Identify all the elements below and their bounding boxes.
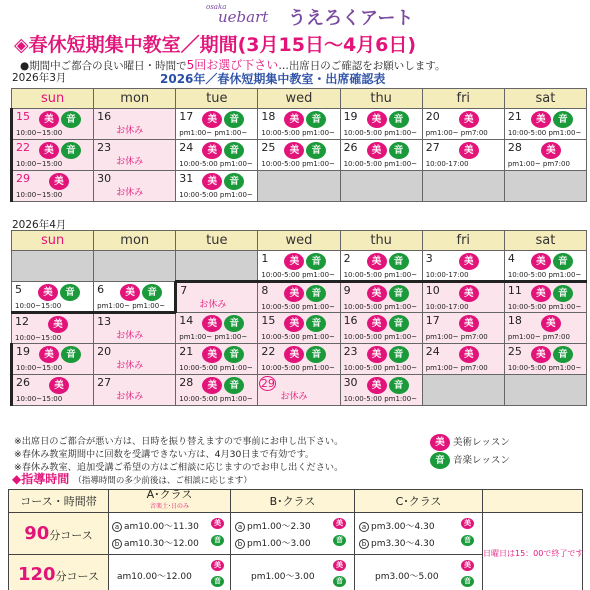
- music-icon: 音: [333, 535, 346, 546]
- time-label: 10:00-5:00 pm1:00~: [343, 364, 418, 372]
- time-label: pm1:00~ pm1:00~: [179, 129, 248, 137]
- time-label: 10:00~15:00: [16, 160, 63, 168]
- course-90: 90分コース: [9, 513, 109, 555]
- closed-label: お休み: [116, 156, 144, 167]
- time-label: 10:00-17:00: [425, 303, 469, 311]
- schedule-table: [8, 489, 583, 590]
- art-icon: 美: [531, 285, 551, 302]
- logo-title: うえろくアート: [288, 8, 414, 29]
- time-label: 10:00-5:00 pm1:00~: [261, 333, 335, 341]
- march-label: 2026年3月: [12, 72, 67, 84]
- time-label: 10:00-5:00 pm1:00~: [261, 129, 335, 137]
- music-icon: 音: [224, 111, 244, 128]
- art-icon: 美: [541, 142, 561, 159]
- art-icon: 美: [284, 285, 304, 302]
- art-icon: 美: [120, 284, 140, 301]
- closed-label: お休み: [116, 330, 144, 341]
- day-cell[interactable]: [340, 140, 422, 171]
- music-icon: 音: [306, 253, 326, 270]
- legend-music-label: 音楽レッスン: [453, 455, 510, 466]
- day-cell[interactable]: [340, 375, 422, 406]
- day-cell[interactable]: [258, 344, 340, 375]
- time-label: 10:00-5:00 pm1:00~: [343, 303, 418, 311]
- slot-a-90: a am10.00〜11.30 b am10.30〜12.00 美 音: [109, 513, 231, 555]
- art-icon: 美: [367, 346, 387, 363]
- day-cell[interactable]: [12, 344, 94, 375]
- art-icon: 美: [39, 346, 59, 363]
- time-label: 10:00~15:00: [16, 191, 63, 199]
- day-number: 29: [16, 172, 30, 185]
- art-icon: 美: [367, 253, 387, 270]
- time-label: pm1:00~ pm7:00: [507, 333, 570, 341]
- day-cell[interactable]: [258, 251, 340, 282]
- day-number: 7: [180, 284, 188, 297]
- day-cell[interactable]: [12, 313, 94, 344]
- art-icon: 美: [461, 560, 474, 571]
- slot-c-120: pm3.00〜5.00 美 音: [355, 555, 483, 590]
- day-cell[interactable]: [422, 313, 504, 344]
- day-number: 24: [179, 141, 194, 154]
- day-number: 5: [15, 283, 22, 296]
- music-icon: 音: [306, 142, 326, 159]
- day-number: 16: [97, 110, 112, 123]
- time-label: 10:00-5:00 pm1:00~: [343, 129, 418, 137]
- art-icon: 美: [211, 560, 224, 571]
- day-cell[interactable]: [504, 140, 586, 171]
- day-cell[interactable]: [504, 109, 586, 140]
- day-header-sat: sat: [504, 89, 586, 109]
- art-icon: 美: [333, 560, 346, 571]
- header-note: [483, 490, 583, 513]
- art-icon: 美: [541, 315, 561, 332]
- course-120: 120分コース: [9, 555, 109, 590]
- sunday-note: 日曜日は15：00で終了です: [483, 513, 583, 590]
- day-cell[interactable]: [422, 109, 504, 140]
- day-number: 31: [179, 172, 194, 185]
- art-icon: 美: [367, 285, 387, 302]
- day-number: 12: [15, 315, 29, 328]
- day-cell[interactable]: [94, 251, 176, 282]
- day-number: 15: [261, 314, 276, 327]
- day-number: 17: [425, 314, 440, 327]
- time-label: 10:00-5:00 pm1:00~: [343, 333, 418, 341]
- day-cell[interactable]: [258, 282, 340, 313]
- day-header-thu: thu: [340, 89, 422, 109]
- art-icon: 美: [284, 142, 304, 159]
- day-cell[interactable]: [12, 109, 94, 140]
- day-cell[interactable]: [504, 251, 586, 282]
- day-cell[interactable]: [422, 344, 504, 375]
- time-label: 10:00-5:00 pm1:00~: [507, 129, 582, 137]
- day-cell[interactable]: [176, 251, 258, 282]
- art-icon: 美: [202, 111, 222, 128]
- art-icon: 美: [459, 285, 479, 302]
- day-number: 30: [97, 172, 112, 185]
- time-label: 10:00~15:00: [16, 129, 63, 137]
- time-label: 10:00~15:00: [16, 364, 63, 372]
- time-label: 10:00-5:00 pm1:00~: [507, 303, 582, 311]
- music-icon: 音: [224, 377, 244, 394]
- time-label: 10:00-5:00 pm1:00~: [343, 271, 418, 279]
- header-class-c: C･クラス: [355, 490, 483, 513]
- day-number: 4: [507, 252, 515, 265]
- music-icon: 音: [430, 452, 450, 469]
- day-cell[interactable]: [94, 109, 176, 140]
- music-icon: 音: [211, 535, 224, 546]
- art-icon: 美: [284, 253, 304, 270]
- day-cell[interactable]: [176, 109, 258, 140]
- day-number: 13: [97, 315, 112, 328]
- april-calendar: [10, 230, 587, 406]
- day-cell[interactable]: [504, 171, 586, 202]
- day-header-fri: fri: [422, 231, 504, 251]
- day-cell[interactable]: [12, 140, 94, 171]
- day-number: 28: [179, 376, 194, 389]
- art-icon: 美: [459, 253, 479, 270]
- day-cell[interactable]: [504, 344, 586, 375]
- music-icon: 音: [306, 285, 326, 302]
- music-icon: 音: [461, 535, 474, 546]
- day-header-sun: sun: [12, 89, 94, 109]
- day-number: 2: [343, 252, 351, 265]
- day-number: 22: [16, 141, 30, 154]
- slot-b-90: a pm1.00〜2.30 b pm1.00〜3.00 美 音: [231, 513, 355, 555]
- art-icon: 美: [202, 346, 222, 363]
- day-cell[interactable]: [258, 313, 340, 344]
- time-label: 10:00-5:00 pm1:00~: [261, 364, 335, 372]
- logo-osaka: osaka: [206, 3, 227, 11]
- music-icon: 音: [142, 284, 162, 301]
- time-label: pm1:00~ pm7:00: [425, 364, 488, 372]
- day-number: 28: [507, 141, 522, 154]
- day-number: 20: [97, 345, 112, 358]
- art-icon: 美: [284, 111, 304, 128]
- time-label: 10:00-17:00: [425, 160, 469, 168]
- music-icon: 音: [60, 284, 80, 301]
- section-title: ◆指導時間 （指導時間の多少前後は、ご相談に応じます）: [12, 472, 252, 486]
- time-label: pm1:00~ pm7:00: [425, 129, 488, 137]
- day-number: 22: [261, 345, 276, 358]
- day-number: 16: [343, 314, 358, 327]
- day-cell[interactable]: [340, 282, 422, 313]
- slot-c-90: a pm3.00〜4.30 b pm3.30〜4.30 美 音: [355, 513, 483, 555]
- day-number: 25: [507, 345, 522, 358]
- time-label: 10:00-5:00 pm1:00~: [179, 395, 253, 403]
- day-number: 8: [261, 284, 269, 297]
- art-icon: 美: [459, 111, 479, 128]
- closed-label: お休み: [116, 360, 144, 371]
- day-cell[interactable]: [340, 344, 422, 375]
- day-cell[interactable]: [94, 282, 176, 313]
- day-cell[interactable]: [94, 171, 176, 202]
- day-number: 3: [425, 252, 433, 265]
- day-number: 19: [16, 345, 30, 358]
- day-cell[interactable]: [176, 171, 258, 202]
- time-label: 10:00-5:00 pm1:00~: [261, 160, 335, 168]
- time-label: 10:00-5:00 pm1:00~: [179, 191, 253, 199]
- day-cell[interactable]: [176, 140, 258, 171]
- time-label: 10:00-17:00: [425, 271, 469, 279]
- day-number: 27: [97, 376, 112, 389]
- day-number: 18: [507, 314, 522, 327]
- music-icon: 音: [224, 173, 244, 190]
- time-label: 10:00-5:00 pm1:00~: [261, 303, 335, 311]
- art-icon: 美: [202, 142, 222, 159]
- day-cell[interactable]: [176, 282, 258, 313]
- day-number: 21: [179, 345, 194, 358]
- day-header-mon: mon: [94, 89, 176, 109]
- march-calendar: [10, 88, 587, 202]
- music-icon: 音: [389, 315, 409, 332]
- music-icon: 音: [333, 576, 346, 587]
- day-cell[interactable]: [258, 140, 340, 171]
- day-cell[interactable]: [176, 375, 258, 406]
- art-icon: 美: [38, 284, 58, 301]
- day-number: 20: [425, 110, 440, 123]
- day-header-sun: sun: [12, 231, 94, 251]
- time-label: pm1:00~ pm1:00~: [179, 333, 248, 341]
- day-cell[interactable]: [504, 375, 586, 406]
- legend-art-label: 美術レッスン: [453, 437, 510, 448]
- music-icon: 音: [389, 253, 409, 270]
- music-icon: 音: [553, 346, 573, 363]
- day-number: 24: [425, 345, 440, 358]
- day-cell[interactable]: [422, 251, 504, 282]
- art-icon: 美: [39, 142, 59, 159]
- day-cell[interactable]: [12, 171, 94, 202]
- art-icon: 美: [202, 377, 222, 394]
- day-number: 17: [179, 110, 194, 123]
- logo-script: uebart: [218, 8, 269, 26]
- music-icon: 音: [553, 285, 573, 302]
- art-icon: 美: [531, 346, 551, 363]
- day-cell[interactable]: [176, 344, 258, 375]
- day-cell[interactable]: [94, 344, 176, 375]
- day-number: 19: [343, 110, 358, 123]
- day-number: 10: [425, 284, 440, 297]
- note-1: ※出席日のご都合が悪い方は、日時を振り替えますので事前にお申し出下さい。: [14, 436, 344, 447]
- day-number: 21: [507, 110, 522, 123]
- notice-text: ●期間中ご都合の良い曜日・時間で5回お選び下さい…出席日のご確認をお願いします。: [20, 58, 446, 72]
- music-icon: 音: [461, 576, 474, 587]
- day-number: 25: [261, 141, 276, 154]
- art-icon: 美: [531, 111, 551, 128]
- music-icon: 音: [389, 142, 409, 159]
- music-icon: 音: [553, 111, 573, 128]
- time-label: 10:00-5:00 pm1:00~: [179, 160, 253, 168]
- day-number: 27: [425, 141, 440, 154]
- day-number: 30: [343, 376, 358, 389]
- day-cell[interactable]: [12, 375, 94, 406]
- art-icon: 美: [459, 346, 479, 363]
- music-icon: 音: [61, 346, 81, 363]
- time-label: pm1:00~ pm7:00: [507, 160, 570, 168]
- day-header-wed: wed: [258, 231, 340, 251]
- music-icon: 音: [224, 346, 244, 363]
- music-icon: 音: [61, 142, 81, 159]
- day-cell[interactable]: [94, 313, 176, 344]
- music-icon: 音: [389, 377, 409, 394]
- art-icon: 美: [284, 346, 304, 363]
- note-3: ※春休み教室、追加受講ご希望の方はご相談に応じますのでお申し出ください。: [14, 462, 344, 473]
- slot-b-120: pm1.00〜3.00 美 音: [231, 555, 355, 590]
- day-cell[interactable]: [504, 313, 586, 344]
- day-header-tue: tue: [176, 231, 258, 251]
- time-label: 10:00~15:00: [16, 395, 63, 403]
- music-icon: 音: [224, 142, 244, 159]
- day-header-mon: mon: [94, 231, 176, 251]
- day-number: 6: [97, 283, 105, 296]
- day-cell[interactable]: [12, 282, 94, 313]
- legend-art: [430, 434, 510, 451]
- time-label: 10:00~15:00: [15, 334, 62, 342]
- art-icon: 美: [202, 315, 222, 332]
- day-number: 1: [261, 252, 269, 265]
- day-number: 26: [343, 141, 358, 154]
- music-icon: 音: [224, 315, 244, 332]
- day-cell[interactable]: [94, 140, 176, 171]
- day-number: 23: [97, 141, 112, 154]
- closed-label: お休み: [280, 391, 308, 402]
- day-number: 15: [16, 110, 30, 123]
- art-icon: 美: [367, 111, 387, 128]
- music-icon: 音: [389, 285, 409, 302]
- header-course: コース・時間帯: [9, 490, 109, 513]
- time-label: 10:00-5:00 pm1:00~: [507, 271, 582, 279]
- day-cell[interactable]: [340, 109, 422, 140]
- day-cell[interactable]: [422, 282, 504, 313]
- art-icon: 美: [367, 377, 387, 394]
- day-header-wed: wed: [258, 89, 340, 109]
- day-number: 29: [260, 377, 275, 390]
- art-icon: 美: [333, 518, 346, 529]
- day-number: 14: [179, 314, 194, 327]
- closed-label: お休み: [116, 125, 144, 136]
- time-label: 10:00~15:00: [15, 302, 62, 310]
- day-cell[interactable]: [504, 282, 586, 313]
- day-cell[interactable]: [176, 313, 258, 344]
- day-cell[interactable]: [258, 375, 340, 406]
- april-label: 2026年4月: [12, 219, 67, 231]
- art-icon: 美: [367, 315, 387, 332]
- music-icon: 音: [61, 111, 81, 128]
- closed-label: お休み: [116, 187, 144, 198]
- note-2: ※春休み教室期間中に回数を受講できない方は、4月30日まで有効です。: [14, 449, 315, 460]
- day-cell[interactable]: [340, 171, 422, 202]
- art-icon: 美: [48, 316, 68, 333]
- subtitle: 2026年／春休短期集中教室・出席確認表: [160, 72, 386, 86]
- day-cell[interactable]: [340, 313, 422, 344]
- art-icon: 美: [531, 253, 551, 270]
- day-number: 18: [261, 110, 276, 123]
- header-class-a: A･クラス 音楽土･日のみ: [109, 490, 231, 513]
- music-icon: 音: [553, 253, 573, 270]
- day-number: 23: [343, 345, 358, 358]
- day-cell[interactable]: [94, 375, 176, 406]
- art-icon: 美: [49, 173, 69, 190]
- day-number: 9: [343, 284, 351, 297]
- day-number: 11: [507, 284, 522, 297]
- music-icon: 音: [306, 315, 326, 332]
- art-icon: 美: [202, 173, 222, 190]
- music-icon: 音: [389, 346, 409, 363]
- time-label: 10:00-5:00 pm1:00~: [179, 364, 253, 372]
- page-title: ◈春休短期集中教室／期間(3月15日〜4月6日): [14, 34, 417, 56]
- closed-label: お休み: [116, 391, 144, 402]
- day-header-tue: tue: [176, 89, 258, 109]
- day-cell[interactable]: [12, 251, 94, 282]
- day-header-thu: thu: [340, 231, 422, 251]
- art-icon: 美: [461, 518, 474, 529]
- legend-music: [430, 452, 510, 469]
- music-icon: 音: [389, 111, 409, 128]
- time-label: pm1:00~ pm7:00: [425, 333, 488, 341]
- music-icon: 音: [306, 346, 326, 363]
- music-icon: 音: [211, 576, 224, 587]
- day-number: 26: [16, 376, 30, 389]
- music-icon: 音: [306, 111, 326, 128]
- art-icon: 美: [367, 142, 387, 159]
- time-label: 10:00-5:00 pm1:00~: [343, 160, 418, 168]
- art-icon: 美: [459, 142, 479, 159]
- day-cell[interactable]: [258, 171, 340, 202]
- time-label: pm1:00~ pm1:00~: [97, 302, 166, 310]
- slot-a-120: am10.00〜12.00 美 音: [109, 555, 231, 590]
- day-header-sat: sat: [504, 231, 586, 251]
- art-icon: 美: [211, 518, 224, 529]
- art-icon: 美: [49, 377, 69, 394]
- header-class-b: B･クラス: [231, 490, 355, 513]
- time-label: 10:00-5:00 pm1:00~: [343, 395, 418, 403]
- time-label: 10:00-5:00 pm1:00~: [261, 271, 335, 279]
- art-icon: 美: [284, 315, 304, 332]
- day-cell[interactable]: [422, 171, 504, 202]
- day-cell[interactable]: [422, 375, 504, 406]
- closed-label: お休み: [199, 299, 227, 310]
- art-icon: 美: [39, 111, 59, 128]
- time-label: 10:00-5:00 pm1:00~: [507, 364, 582, 372]
- day-cell[interactable]: [422, 140, 504, 171]
- day-cell[interactable]: [258, 109, 340, 140]
- art-icon: 美: [430, 434, 450, 451]
- day-header-fri: fri: [422, 89, 504, 109]
- art-icon: 美: [459, 315, 479, 332]
- day-cell[interactable]: [340, 251, 422, 282]
